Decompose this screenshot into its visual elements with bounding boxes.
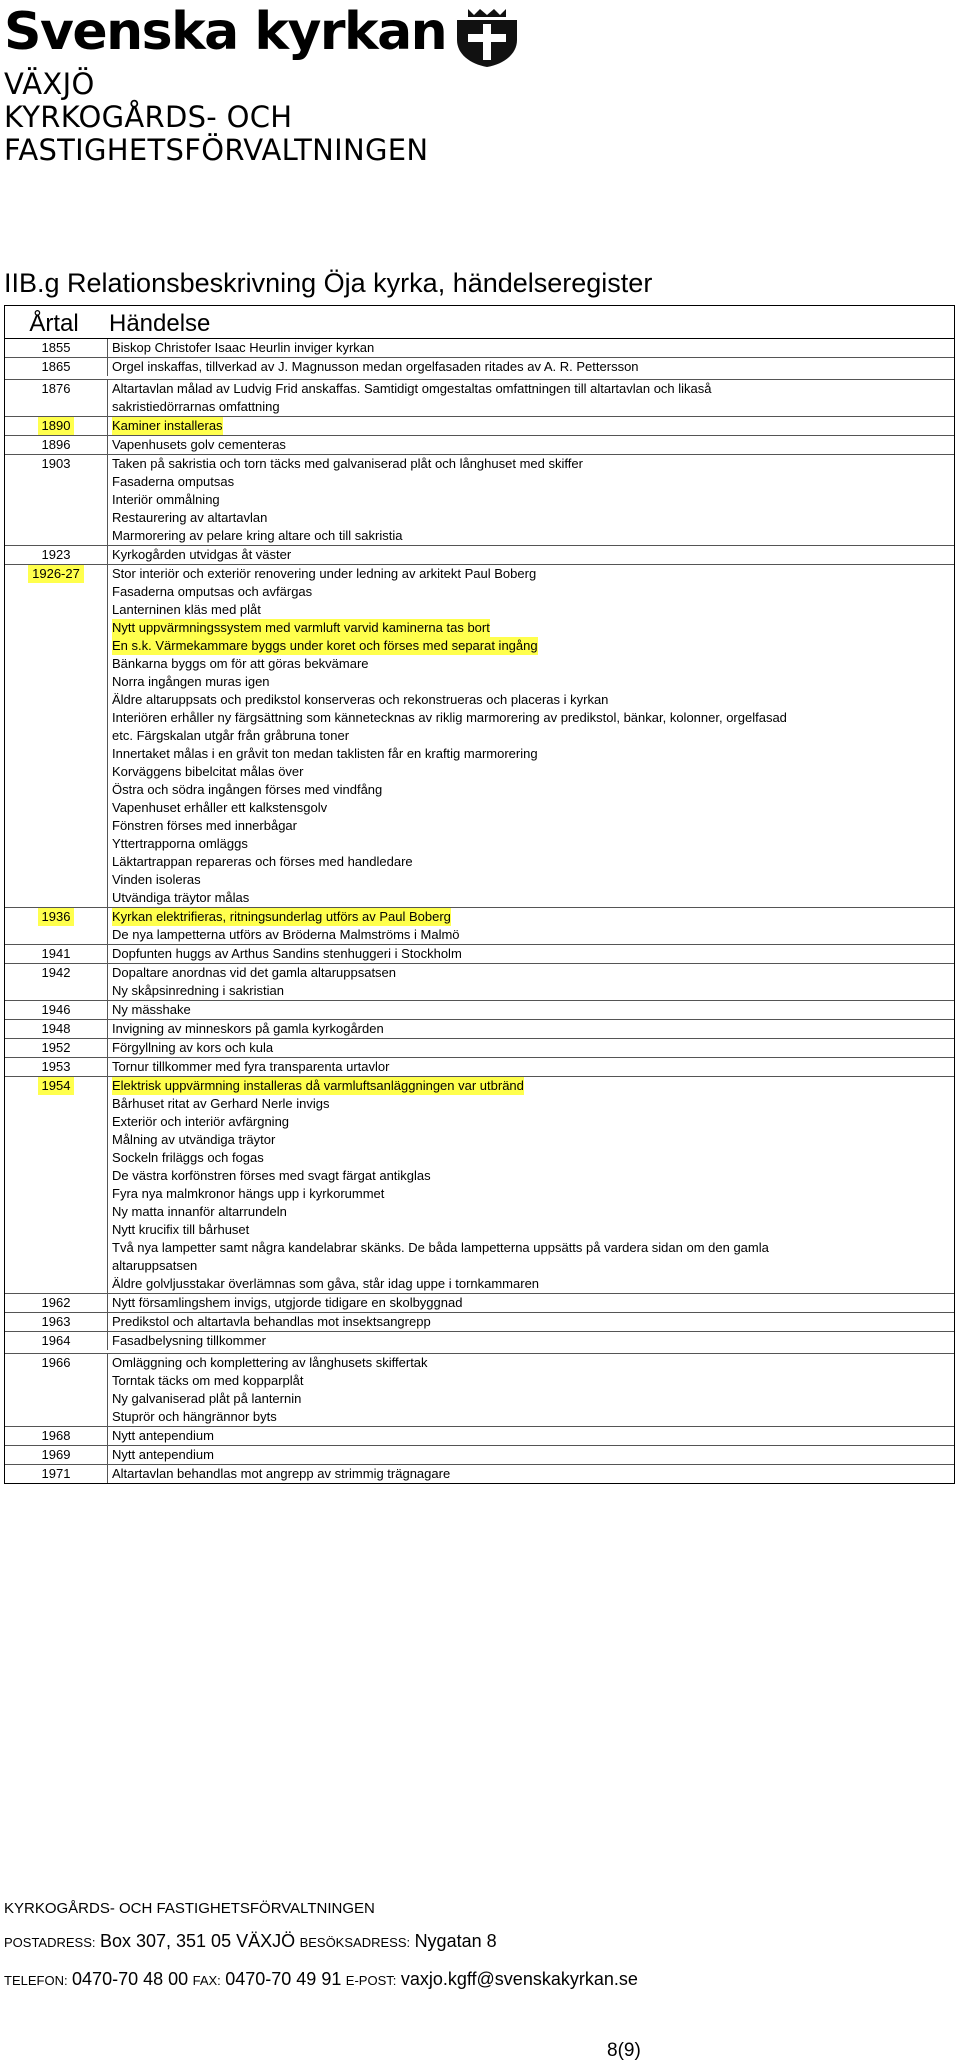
logo-row: [4, 4, 524, 68]
event-line: Fasadbelysning tillkommer: [112, 1333, 266, 1348]
table-row: [5, 339, 954, 357]
year-text: 1966: [41, 1355, 71, 1370]
year-cell: [5, 358, 108, 376]
table-row: [5, 1464, 954, 1483]
event-line: Kyrkan elektrifieras, ritningsunderlag utförs av Paul Boberg: [112, 909, 451, 924]
event-cell: [108, 1039, 954, 1057]
year-text: 1942: [41, 965, 71, 980]
event-line: Yttertrapporna omläggs: [112, 836, 248, 851]
column-header-event: Händelse: [109, 310, 211, 337]
event-cell: [108, 436, 954, 454]
event-line: Fasaderna omputsas: [112, 474, 235, 489]
event-line: Målning av utvändiga träytor: [112, 1132, 276, 1147]
letterhead-line-3: FASTIGHETSFÖRVALTNINGEN: [4, 133, 429, 167]
event-cell: [108, 1427, 954, 1445]
event-cell: [108, 1077, 954, 1293]
table-row: [5, 1426, 954, 1445]
event-line: Sockeln friläggs och fogas: [112, 1150, 264, 1165]
event-cell: [108, 1465, 954, 1483]
year-cell: [5, 380, 108, 416]
letterhead-line-2: KYRKOGÅRDS- OCH: [4, 100, 293, 134]
event-line: Läktartrappan repareras och förses med handledare: [112, 854, 413, 869]
year-text: 1890: [38, 417, 75, 435]
event-register-table: [4, 305, 955, 1484]
event-cell: [108, 1294, 954, 1312]
year-text: 1923: [41, 547, 71, 562]
phone-label: TELEFON:: [4, 1973, 68, 1988]
event-line: etc. Färgskalan utgår från gråbruna toner: [112, 728, 350, 743]
fax-label: FAX:: [192, 1973, 221, 1988]
event-cell: [108, 964, 954, 1000]
table-row: [5, 357, 954, 376]
year-text: 1963: [41, 1314, 71, 1329]
event-line: Taken på sakristia och torn täcks med galvaniserad plåt och långhuset med skiffer: [112, 456, 583, 471]
year-cell: [5, 1020, 108, 1038]
fax-value: 0470-70 49 91: [225, 1969, 342, 1989]
year-text: 1952: [41, 1040, 71, 1055]
year-cell: [5, 1039, 108, 1057]
event-line: Invigning av minneskors på gamla kyrkogården: [112, 1021, 384, 1036]
footer: [4, 1900, 944, 1992]
table-row: [5, 379, 954, 416]
column-header-year: Årtal: [29, 310, 79, 337]
event-line: Restaurering av altartavlan: [112, 510, 268, 525]
table-row: [5, 1057, 954, 1076]
event-line: Orgel inskaffas, tillverkad av J. Magnusson medan orgelfasaden ritades av A. R. Pettersson: [112, 359, 639, 374]
table-row: [5, 1038, 954, 1057]
event-line: De västra korfönstren förses med svagt färgat antikglas: [112, 1168, 431, 1183]
event-cell: [108, 1001, 954, 1019]
year-text: 1855: [41, 340, 71, 355]
year-text: 1971: [41, 1466, 71, 1481]
event-line: Nytt församlingshem invigs, utgjorde tidigare en skolbyggnad: [112, 1295, 463, 1310]
event-line: Bänkarna byggs om för att göras bekvämare: [112, 656, 369, 671]
event-line: Lanterninen kläs med plåt: [112, 602, 261, 617]
brand-wordmark: Svenska kyrkan: [4, 2, 447, 62]
event-line: Vapenhusets golv cementeras: [112, 437, 286, 452]
year-cell: [5, 1001, 108, 1019]
year-cell: [5, 1427, 108, 1445]
table-body: [4, 339, 955, 1484]
event-line: Exteriör och interiör avfärgning: [112, 1114, 290, 1129]
event-line: Nytt uppvärmningssystem med varmluft varvid kaminerna tas bort: [112, 620, 490, 635]
year-cell: [5, 417, 108, 435]
event-cell: [108, 1313, 954, 1331]
event-cell: [108, 417, 954, 435]
event-line: Två nya lampetter samt några kandelabrar skänks. De båda lampetterna uppsätts på vardera sidan om den gamla: [112, 1240, 769, 1255]
event-line: Ny mässhake: [112, 1002, 191, 1017]
event-line: Interiör ommålning: [112, 492, 220, 507]
year-text: 1954: [38, 1077, 75, 1095]
event-cell: [108, 565, 954, 907]
event-line: En s.k. Värmekammare byggs under koret och förses med separat ingång: [112, 638, 538, 653]
event-line: Predikstol och altartavla behandlas mot insektsangrepp: [112, 1314, 431, 1329]
year-text: 1941: [41, 946, 71, 961]
table-row: [5, 1353, 954, 1426]
table-row: [5, 1293, 954, 1312]
event-line: Kyrkogården utvidgas åt väster: [112, 547, 292, 562]
year-text: 1964: [41, 1333, 71, 1348]
event-line: Bårhuset ritat av Gerhard Nerle invigs: [112, 1096, 330, 1111]
event-line: Dopfunten huggs av Arthus Sandins stenhuggeri i Stockholm: [112, 946, 462, 961]
year-cell: [5, 339, 108, 357]
year-cell: [5, 1465, 108, 1483]
event-line: Marmorering av pelare kring altare och till sakristia: [112, 528, 403, 543]
email-value: vaxjo.kgff@svenskakyrkan.se: [400, 1969, 638, 1989]
event-cell: [108, 1058, 954, 1076]
event-line: Äldre altaruppsats och predikstol konserveras och rekonstrueras och placeras i kyrkan: [112, 692, 609, 707]
table-row: [5, 1076, 954, 1293]
event-cell: [108, 339, 954, 357]
table-row: [5, 564, 954, 907]
event-line: Äldre golvljusstakar överlämnas som gåva, står idag uppe i tornkammaren: [112, 1276, 540, 1291]
event-line: Tornur tillkommer med fyra transparenta urtavlor: [112, 1059, 390, 1074]
year-cell: [5, 1313, 108, 1331]
visit-value: Nygatan 8: [414, 1931, 497, 1951]
event-line: Vinden isoleras: [112, 872, 201, 887]
footer-address-line: [4, 1930, 944, 1954]
table-row: [5, 1445, 954, 1464]
event-line: Stor interiör och exteriör renovering under ledning av arkitekt Paul Boberg: [112, 566, 537, 581]
event-line: Utvändiga träytor målas: [112, 890, 250, 905]
event-line: Interiören erhåller ny färgsättning som kännetecknas av riklig marmorering av predikstol, bänkar, kolonner, orgelfasad: [112, 710, 787, 725]
year-cell: [5, 1332, 108, 1350]
event-cell: [108, 945, 954, 963]
year-text: 1876: [41, 381, 71, 396]
event-cell: [108, 1354, 954, 1426]
event-cell: [108, 1332, 954, 1350]
event-line: Nytt krucifix till bårhuset: [112, 1222, 250, 1237]
event-line: Biskop Christofer Isaac Heurlin inviger kyrkan: [112, 340, 375, 355]
year-cell: [5, 1446, 108, 1464]
event-line: sakristiedörrarnas omfattning: [112, 399, 280, 414]
postal-label: POSTADRESS:: [4, 1935, 96, 1950]
table-row: [5, 907, 954, 944]
event-cell: [108, 908, 954, 944]
year-cell: [5, 565, 108, 907]
phone-value: 0470-70 48 00: [72, 1969, 189, 1989]
email-label: E-POST:: [345, 1973, 397, 1988]
table-header: [4, 305, 955, 339]
event-line: De nya lampetterna utförs av Bröderna Malmströms i Malmö: [112, 927, 460, 942]
year-cell: [5, 1354, 108, 1426]
event-line: Stuprör och hängrännor byts: [112, 1409, 277, 1424]
footer-contact-line: [4, 1968, 944, 1992]
table-row: [5, 944, 954, 963]
letterhead-line-1: VÄXJÖ: [4, 67, 95, 101]
event-line: Innertaket målas i en gråvit ton medan taklisten får en kraftig marmorering: [112, 746, 538, 761]
year-cell: [5, 1294, 108, 1312]
event-line: Nytt antependium: [112, 1447, 214, 1462]
table-row: [5, 435, 954, 454]
year-text: 1903: [41, 456, 71, 471]
page-number: 8(9): [607, 2040, 641, 2061]
event-line: Förgyllning av kors och kula: [112, 1040, 274, 1055]
year-cell: [5, 1058, 108, 1076]
event-cell: [108, 1020, 954, 1038]
event-line: Vapenhuset erhåller ett kalkstensgolv: [112, 800, 328, 815]
year-cell: [5, 908, 108, 944]
year-text: 1969: [41, 1447, 71, 1462]
visit-label: BESÖKSADRESS:: [299, 1935, 411, 1950]
event-line: Ny matta innanför altarrundeln: [112, 1204, 287, 1219]
event-line: Omläggning och komplettering av långhusets skiffertak: [112, 1355, 428, 1370]
table-row: [5, 1331, 954, 1350]
event-cell: [108, 546, 954, 564]
table-row: [5, 545, 954, 564]
footer-org: KYRKOGÅRDS- OCH FASTIGHETSFÖRVALTNINGEN: [4, 1900, 375, 1917]
year-text: 1896: [41, 437, 71, 452]
table-row: [5, 1312, 954, 1331]
document-title: IIB.g Relationsbeskrivning Öja kyrka, händelseregister: [4, 268, 653, 298]
event-line: Dopaltare anordnas vid det gamla altaruppsatsen: [112, 965, 397, 980]
year-text: 1953: [41, 1059, 71, 1074]
event-line: Norra ingången muras igen: [112, 674, 270, 689]
event-line: Fönstren förses med innerbågar: [112, 818, 297, 833]
event-cell: [108, 455, 954, 545]
event-line: Altartavlan behandlas mot angrepp av strimmig trägnagare: [112, 1466, 451, 1481]
event-line: Kaminer installeras: [112, 418, 223, 433]
event-line: Ny skåpsinredning i sakristian: [112, 983, 284, 998]
year-text: 1926-27: [28, 565, 84, 583]
event-cell: [108, 1446, 954, 1464]
table-row: [5, 1019, 954, 1038]
year-cell: [5, 546, 108, 564]
table-row: [5, 1000, 954, 1019]
event-line: altaruppsatsen: [112, 1258, 198, 1273]
event-line: Korväggens bibelcitat målas över: [112, 764, 304, 779]
event-line: Altartavlan målad av Ludvig Frid anskaffas. Samtidigt omgestaltas omfattningen till altartavlan och likaså: [112, 381, 712, 396]
year-text: 1948: [41, 1021, 71, 1036]
year-cell: [5, 964, 108, 1000]
event-line: Torntak täcks om med kopparplåt: [112, 1373, 304, 1388]
event-line: Nytt antependium: [112, 1428, 214, 1443]
postal-value: Box 307, 351 05 VÄXJÖ: [99, 1931, 296, 1951]
year-cell: [5, 455, 108, 545]
year-cell: [5, 1077, 108, 1293]
event-line: Elektrisk uppvärmning installeras då varmluftsanläggningen var utbränd: [112, 1078, 524, 1093]
event-line: Fyra nya malmkronor hängs upp i kyrkorummet: [112, 1186, 385, 1201]
event-line: Östra och södra ingången förses med vindfång: [112, 782, 383, 797]
year-text: 1865: [41, 359, 71, 374]
year-text: 1936: [38, 908, 75, 926]
year-text: 1968: [41, 1428, 71, 1443]
event-line: Fasaderna omputsas och avfärgas: [112, 584, 313, 599]
event-cell: [108, 358, 954, 376]
letterhead: [4, 4, 524, 174]
event-line: Ny galvaniserad plåt på lanternin: [112, 1391, 302, 1406]
table-row: [5, 454, 954, 545]
year-text: 1946: [41, 1002, 71, 1017]
event-cell: [108, 380, 954, 416]
year-cell: [5, 945, 108, 963]
church-crest-icon: [454, 6, 520, 68]
year-text: 1962: [41, 1295, 71, 1310]
table-row: [5, 416, 954, 435]
table-row: [5, 963, 954, 1000]
year-cell: [5, 436, 108, 454]
